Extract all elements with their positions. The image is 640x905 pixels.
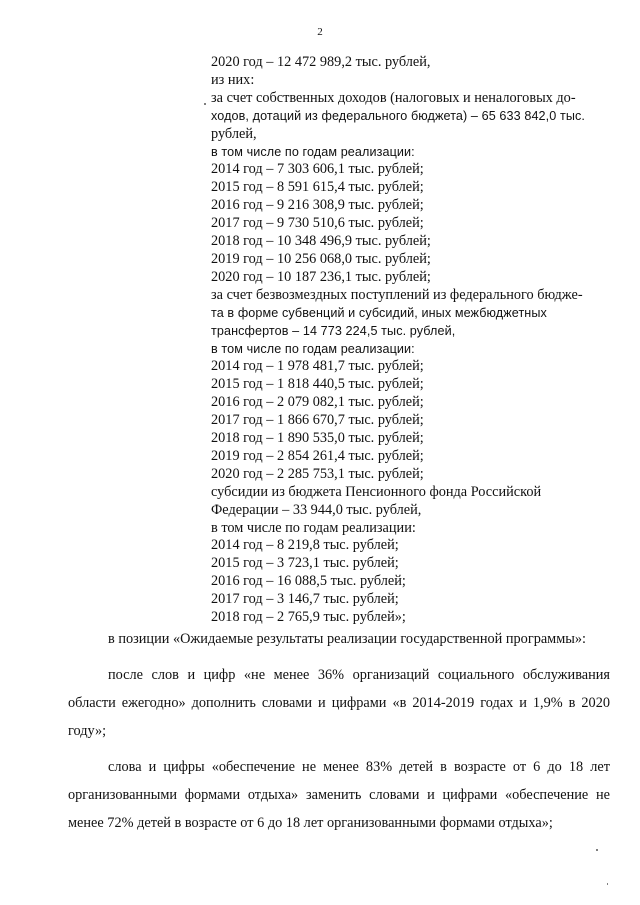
funding-line: Федерации – 33 944,0 тыс. рублей, xyxy=(211,501,422,518)
funding-line: 2017 год – 1 866 670,7 тыс. рублей; xyxy=(211,412,424,429)
page-number: 2 xyxy=(317,26,323,38)
funding-line: 2019 год – 10 256 068,0 тыс. рублей; xyxy=(211,250,431,267)
scan-speck xyxy=(596,849,598,851)
funding-line: 2018 год – 1 890 535,0 тыс. рублей; xyxy=(211,430,424,447)
funding-line: в том числе по годам реализации: xyxy=(211,144,415,159)
funding-line: 2014 год – 8 219,8 тыс. рублей; xyxy=(211,537,399,554)
funding-line: трансфертов – 14 773 224,5 тыс. рублей, xyxy=(211,323,456,338)
funding-line: за счет безвозмездных поступлений из федерального бюдже- xyxy=(211,286,583,303)
scan-speck xyxy=(607,883,608,885)
paragraph-expected-results: в позиции «Ожидаемые результаты реализации государственной программы»: xyxy=(108,631,587,647)
funding-line: рублей, xyxy=(211,125,257,142)
funding-line: субсидии из бюджета Пенсионного фонда Российской xyxy=(211,483,542,500)
funding-line: 2015 год – 8 591 615,4 тыс. рублей; xyxy=(211,179,424,196)
amendment-text xyxy=(68,625,610,837)
funding-line: 2019 год – 2 854 261,4 тыс. рублей; xyxy=(211,447,424,464)
funding-line: 2018 год – 2 765,9 тыс. рублей»; xyxy=(211,609,406,626)
funding-line: 2020 год – 12 472 989,2 тыс. рублей, xyxy=(211,54,431,70)
funding-line: в том числе по годам реализации: xyxy=(211,341,415,356)
funding-line: 2017 год – 9 730 510,6 тыс. рублей; xyxy=(211,215,424,232)
funding-line: 2020 год – 2 285 753,1 тыс. рублей; xyxy=(211,465,424,482)
funding-line: 2015 год – 1 818 440,5 тыс. рублей; xyxy=(211,376,424,393)
funding-line: 2016 год – 9 216 308,9 тыс. рублей; xyxy=(211,197,424,214)
funding-breakdown xyxy=(211,54,606,627)
scan-speck xyxy=(204,103,206,105)
funding-line: 2014 год – 1 978 481,7 тыс. рублей; xyxy=(211,358,424,375)
funding-line: 2017 год – 3 146,7 тыс. рублей; xyxy=(211,591,399,608)
funding-line: 2020 год – 10 187 236,1 тыс. рублей; xyxy=(211,268,431,285)
funding-line: 2018 год – 10 348 496,9 тыс. рублей; xyxy=(211,233,431,250)
funding-line: ходов, дотаций из федерального бюджета) – 65 633 842,0 тыс. xyxy=(211,108,585,123)
funding-line: та в форме субвенций и субсидий, иных межбюджетных xyxy=(211,305,547,320)
funding-line: 2014 год – 7 303 606,1 тыс. рублей; xyxy=(211,161,424,178)
funding-line: 2016 год – 16 088,5 тыс. рублей; xyxy=(211,573,406,590)
funding-line: 2015 год – 3 723,1 тыс. рублей; xyxy=(211,555,399,572)
funding-line: из них: xyxy=(211,71,255,88)
paragraph-social-service-organizations: после слов и цифр «не менее 36% организаций социального обслуживания области ежегодно» дополнить словами и цифрами «в 2014-2019 годах и 1,9% в 2020 году»; xyxy=(68,667,610,739)
funding-line: 2016 год – 2 079 082,1 тыс. рублей; xyxy=(211,394,424,411)
funding-line: в том числе по годам реализации: xyxy=(211,519,416,536)
funding-line: за счет собственных доходов (налоговых и неналоговых до- xyxy=(211,89,576,106)
paragraph-children-recreation: слова и цифры «обеспечение не менее 83% детей в возрасте от 6 до 18 лет организованными формами отдыха» заменить словами и цифрами «обеспечение не менее 72% детей в возрасте от 6 до 18 лет организованными формами отдыха»; xyxy=(68,759,610,831)
